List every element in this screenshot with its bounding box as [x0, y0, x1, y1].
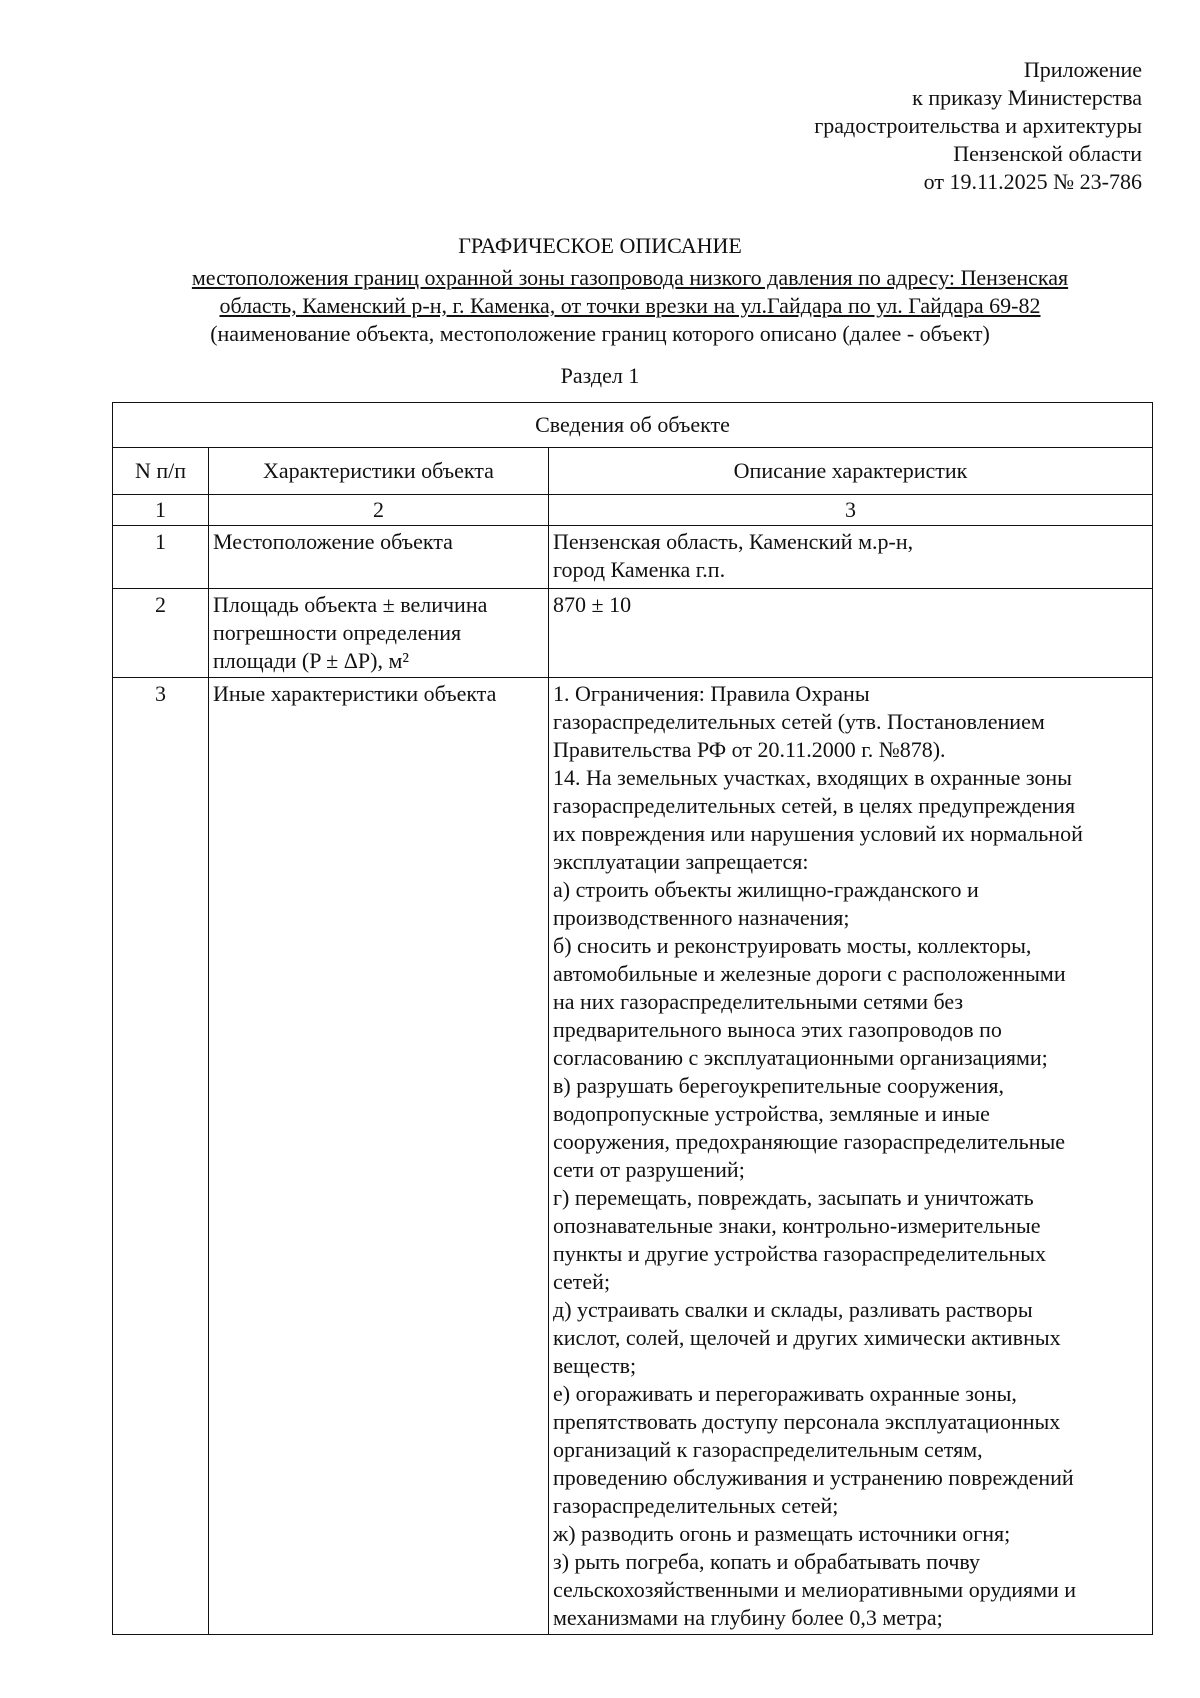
text-line: организаций к газораспределительным сетям, — [553, 1437, 983, 1462]
row-characteristic — [209, 526, 549, 589]
header-characteristic: Характеристики объекта — [209, 448, 549, 495]
row-description — [549, 526, 1153, 589]
text-line: сети от разрушений; — [553, 1157, 745, 1182]
text-line: газораспределительных сетей, в целях предупреждения — [553, 793, 1076, 818]
appendix-line: Пензенской области — [953, 141, 1142, 166]
text-line: площади (P ± ΔP), м² — [213, 648, 409, 673]
text-line: их повреждения или нарушения условий их нормальной — [553, 821, 1083, 846]
object-name-note: (наименование объекта, местоположение границ которого описано (далее - объект) — [210, 321, 990, 346]
row-number: 2 — [113, 589, 209, 678]
text-line: пункты и другие устройства газораспределительных — [553, 1241, 1047, 1266]
text-line: предварительного выноса этих газопроводов по — [553, 1017, 1002, 1042]
object-name — [110, 264, 1150, 320]
text-line: производственного назначения; — [553, 905, 850, 930]
text-line: веществ; — [553, 1353, 637, 1378]
text-line: газораспределительных сетей; — [553, 1493, 839, 1518]
text-line: е) огораживать и перегораживать охранные зоны, — [553, 1381, 1017, 1406]
column-number-row — [113, 495, 1153, 526]
text-line: д) устраивать свалки и склады, разливать растворы — [553, 1297, 1033, 1322]
text-line: кислот, солей, щелочей и других химически активных — [553, 1325, 1061, 1350]
row-number: 3 — [113, 678, 209, 1635]
row-description — [549, 678, 1153, 1635]
text-line: 870 ± 10 — [553, 592, 632, 617]
text-line: опознавательные знаки, контрольно-измерительные — [553, 1213, 1041, 1238]
text-line: Правительства РФ от 20.11.2000 г. №878). — [553, 737, 946, 762]
text-line: сетей; — [553, 1269, 611, 1294]
table-caption: Сведения об объекте — [113, 403, 1153, 448]
document-title: ГРАФИЧЕСКОЕ ОПИСАНИЕ — [458, 233, 742, 258]
appendix-line: от 19.11.2025 № 23-786 — [923, 169, 1142, 194]
header-description: Описание характеристик — [549, 448, 1153, 495]
text-line: город Каменка г.п. — [553, 557, 726, 582]
section-label: Раздел 1 — [560, 363, 640, 388]
text-line: согласованию с эксплуатационными организациями; — [553, 1045, 1048, 1070]
column-number: 2 — [209, 495, 549, 526]
table-row — [113, 678, 1153, 1635]
text-line: ж) разводить огонь и размещать источники огня; — [553, 1521, 1011, 1546]
object-name-line: местоположения границ охранной зоны газопровода низкого давления по адресу: Пензенская — [191, 265, 1069, 290]
text-line: сооружения, предохраняющие газораспределительные — [553, 1129, 1066, 1154]
text-line: 1. Ограничения: Правила Охраны — [553, 681, 870, 706]
text-line: погрешности определения — [213, 620, 462, 645]
text-line: в) разрушать берегоукрепительные сооружения, — [553, 1073, 1004, 1098]
column-number: 3 — [549, 495, 1153, 526]
text-line: водопропускные устройства, земляные и иные — [553, 1101, 990, 1126]
header-number: N п/п — [113, 448, 209, 495]
text-line: проведению обслуживания и устранению повреждений — [553, 1465, 1074, 1490]
text-line: механизмами на глубину более 0,3 метра; — [553, 1605, 943, 1630]
appendix-block — [722, 56, 1142, 196]
table-header-row — [113, 448, 1153, 495]
text-line: сельскохозяйственными и мелиоративными орудиями и — [553, 1577, 1077, 1602]
object-name-line: область, Каменский р-н, г. Каменка, от точки врезки на ул.Гайдара по ул. Гайдара 69-82 — [219, 293, 1041, 318]
text-line: з) рыть погреба, копать и обрабатывать почву — [553, 1549, 981, 1574]
table-caption-row — [113, 403, 1153, 448]
row-characteristic — [209, 589, 549, 678]
text-line: а) строить объекты жилищно-гражданского и — [553, 877, 979, 902]
text-line: Местоположение объекта — [213, 529, 453, 554]
row-description — [549, 589, 1153, 678]
row-characteristic — [209, 678, 549, 1635]
table-row — [113, 589, 1153, 678]
row-number: 1 — [113, 526, 209, 589]
appendix-line: к приказу Министерства — [912, 85, 1142, 110]
text-line: б) сносить и реконструировать мосты, коллекторы, — [553, 933, 1032, 958]
text-line: препятствовать доступу персонала эксплуатационных — [553, 1409, 1061, 1434]
appendix-line: Приложение — [1023, 57, 1142, 82]
text-line: на них газораспределительными сетями без — [553, 989, 964, 1014]
text-line: автомобильные и железные дороги с расположенными — [553, 961, 1066, 986]
text-line: газораспределительных сетей (утв. Постановлением — [553, 709, 1045, 734]
text-line: эксплуатации запрещается: — [553, 849, 809, 874]
object-info-table — [112, 402, 1153, 1635]
text-line: Площадь объекта ± величина — [213, 592, 488, 617]
table-row — [113, 526, 1153, 589]
column-number: 1 — [113, 495, 209, 526]
text-line: 14. На земельных участках, входящих в охранные зоны — [553, 765, 1072, 790]
text-line: Иные характеристики объекта — [213, 681, 497, 706]
text-line: г) перемещать, повреждать, засыпать и уничтожать — [553, 1185, 1034, 1210]
text-line: Пензенская область, Каменский м.р-н, — [553, 529, 914, 554]
appendix-line: градостроительства и архитектуры — [814, 113, 1142, 138]
